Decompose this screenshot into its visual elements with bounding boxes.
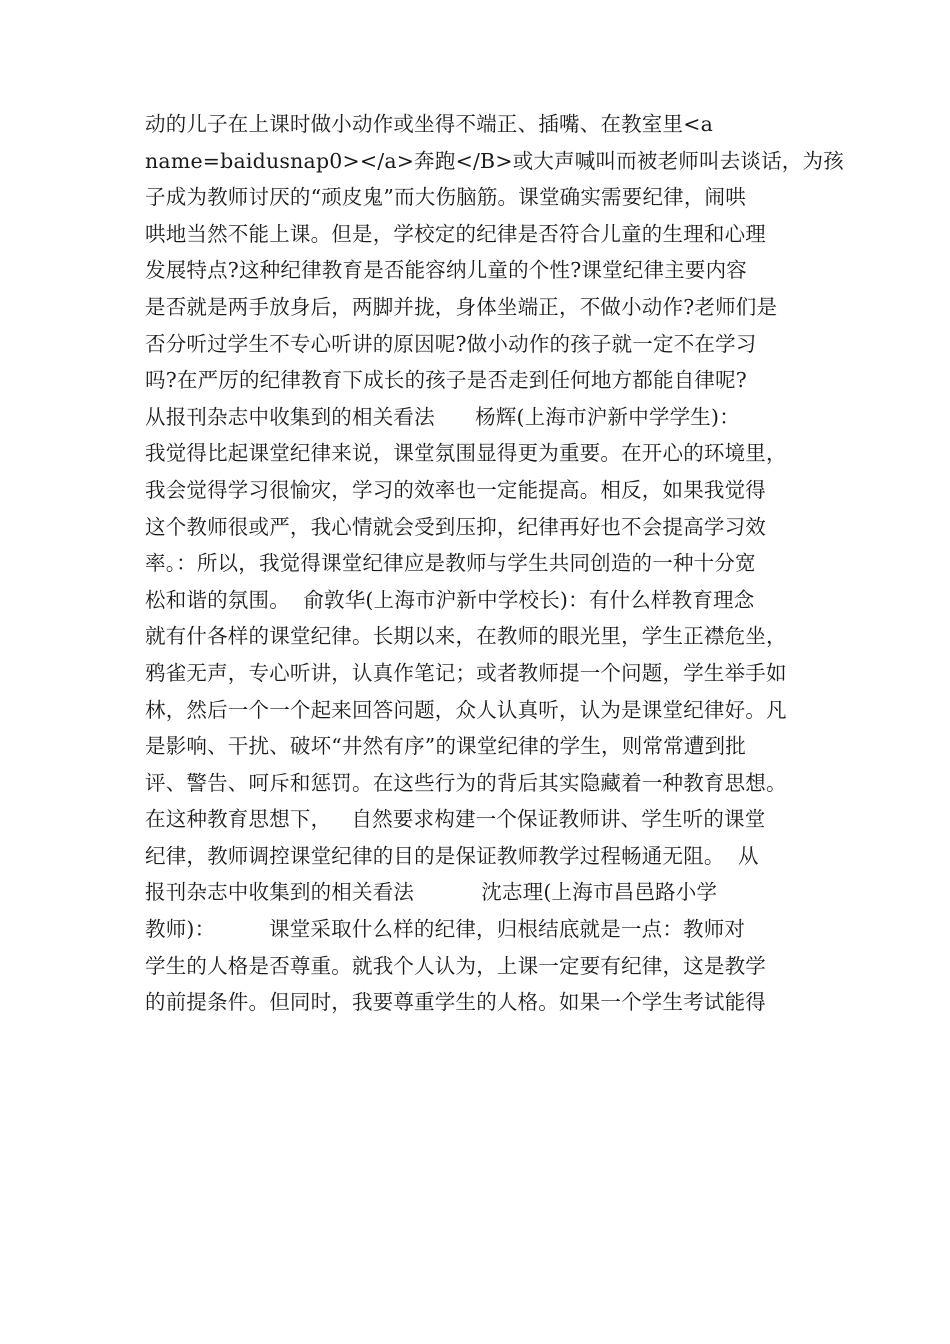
text-line: 报刊杂志中收集到的相关看法 沈志理(上海市昌邑路小学 — [145, 880, 718, 905]
body-text — [145, 106, 844, 1021]
text-line: 教师)： 课堂采取什么样的纪律，归根结底就是一点：教师对 — [145, 917, 746, 942]
text-line: 纪律，教师调控课堂纪律的目的是保证教师教学过程畅通无阻。 从 — [145, 843, 759, 868]
text-line: 鸦雀无声，专心听讲，认真作笔记；或者教师提一个问题，学生举手如 — [145, 660, 787, 685]
text-line: 评、警告、呵斥和惩罚。在这些行为的背后其实隐藏着一种教育思想。 — [145, 770, 787, 795]
text-line: 我觉得比起课堂纪律来说，课堂氛围显得更为重要。在开心的环境里， — [145, 441, 787, 466]
text-line: 学生的人格是否尊重。就我个人认为，上课一定要有纪律，这是教学 — [145, 953, 766, 978]
text-line: 在这种教育思想下， 自然要求构建一个保证教师讲、学生听的课堂 — [145, 807, 766, 832]
text-line: 松和谐的氛围。 俞敦华(上海市沪新中学校长)：有什么样教育理念 — [145, 587, 755, 612]
text-line: 就有什各样的课堂纪律。长期以来，在教师的眼光里，学生正襟危坐， — [145, 624, 787, 649]
text-line: 这个教师很或严，我心情就会受到压抑，纪律再好也不会提高学习效 — [145, 514, 766, 539]
text-line: 的前提条件。但同时，我要尊重学生的人格。如果一个学生考试能得 — [145, 990, 766, 1015]
text-line: 从报刊杂志中收集到的相关看法 杨辉(上海市沪新中学学生)： — [145, 404, 740, 429]
text-line: 子成为教师讨厌的“顽皮鬼”而大伤脑筋。课堂确实需要纪律，闹哄 — [145, 185, 746, 210]
text-line: 否分听过学生不专心听讲的原因呢?做小动作的孩子就一定不在学习 — [145, 331, 757, 356]
text-line: 发展特点?这种纪律教育是否能容纳儿童的个性?课堂纪律主要内容 — [145, 258, 747, 283]
text-line: 吗?在严厉的纪律教育下成长的孩子是否走到任何地方都能自律呢? — [145, 368, 747, 393]
text-line: 我会觉得学习很愉灾，学习的效率也一定能提高。相反，如果我觉得 — [145, 477, 766, 502]
text-line: 率。：所以，我觉得课堂纪律应是教师与学生共同创造的一种十分宽 — [145, 551, 756, 576]
text-line: 是否就是两手放身后，两脚并拢，身体坐端正，不做小动作?老师们是 — [145, 294, 778, 319]
text-line: 是影响、干扰、破坏“井然有序”的课堂纪律的学生，则常常遭到批 — [145, 734, 746, 759]
text-line: 林，然后一个一个起来回答问题，众人认真听，认为是课堂纪律好。凡 — [145, 697, 787, 722]
text-line: 哄地当然不能上课。但是，学校定的纪律是否符合儿童的生理和心理 — [145, 221, 766, 246]
text-line: name=baidusnap0></a>奔跑</B>或大声喊叫而被老师叫去谈话，为孩 — [145, 148, 844, 173]
text-line: 动的儿子在上课时做小动作或坐得不端正、插嘴、在教室里<a — [145, 112, 713, 136]
